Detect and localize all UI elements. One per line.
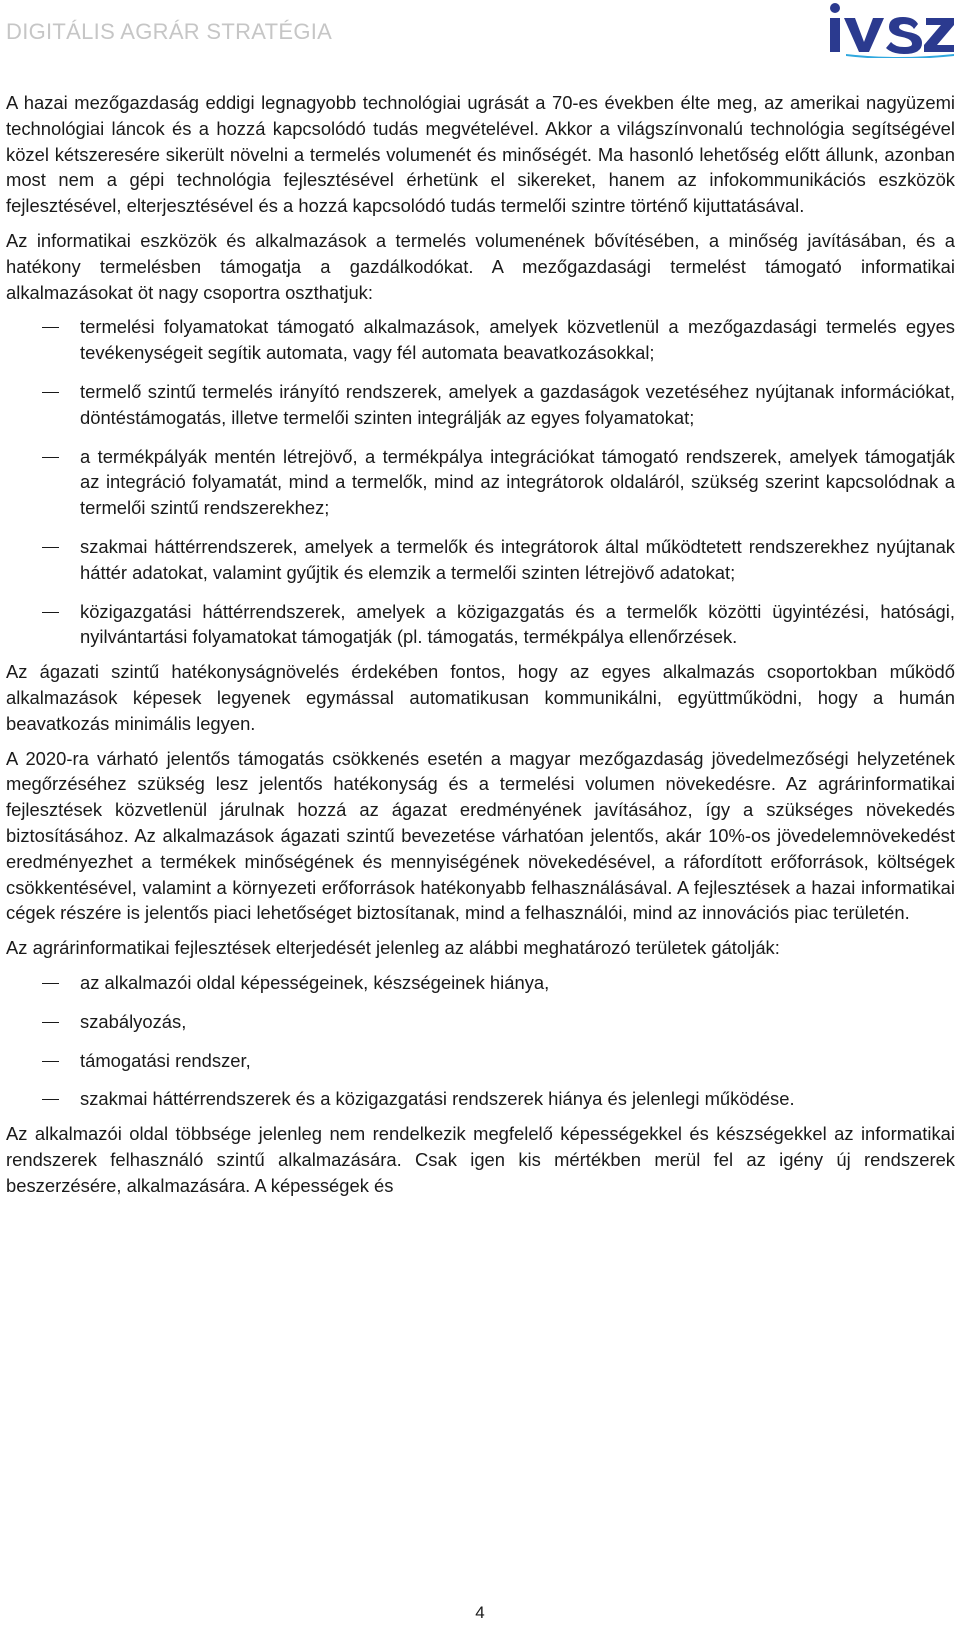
paragraph: Az informatikai eszközök és alkalmazások a termelés volumenének bővítésében, a minőség javításában, és a hatékony termelésben támogatja a gazdálkodókat. A mezőgazdasági termelést támogató informatikai alkalmazásokat öt nagy csoportra oszthatjuk: <box>6 229 955 303</box>
dash-bullet-icon <box>42 547 59 548</box>
dash-bullet-icon <box>42 457 59 458</box>
paragraph: Az alkalmazói oldal többsége jelenleg nem rendelkezik megfelelő képességekkel és készségekkel az informatikai rendszerek felhasználó szintű alkalmazására. Csak igen kis mértékben merül fel az igény új rendszerek beszerzésére, alkalmazására. A képességek és <box>6 1123 955 1196</box>
document-title: DIGITÁLIS AGRÁR STRATÉGIA <box>6 19 333 44</box>
barriers-list <box>6 970 955 1112</box>
list-item-text: szabályozás, <box>80 1010 187 1032</box>
list-item-text: támogatási rendszer, <box>80 1049 251 1071</box>
paragraph: Az ágazati szintű hatékonyságnövelés érdekében fontos, hogy az egyes alkalmazás csoportokban működő alkalmazások képesek legyenek egymással automatikusan kommunikálni, együttműködni, hogy a humán beavatkozás minimális legyen. <box>6 661 955 734</box>
page-number: 4 <box>475 1603 485 1622</box>
list-item-text: az alkalmazói oldal képességeinek, készségeinek hiánya, <box>80 971 550 993</box>
list-item <box>6 1009 955 1035</box>
ivsz-logo-icon <box>826 2 956 58</box>
ivsz-logo <box>826 2 956 58</box>
dash-bullet-icon <box>42 983 59 984</box>
list-item <box>6 379 955 431</box>
list-item <box>6 444 955 521</box>
dash-bullet-icon <box>42 612 59 613</box>
list-item <box>6 599 955 651</box>
list-item-text: a termékpályák mentén létrejövő, a termékpálya integrációkat támogató rendszerek, amelyek támogatják az integráció folyamatát, mind a termelők, mind az integrátorok oldaláról, szükség szerint kapcsolódnak a termelői szintű rendszerekhez; <box>80 445 955 519</box>
dash-bullet-icon <box>42 392 59 393</box>
list-item <box>6 534 955 586</box>
dash-bullet-icon <box>42 327 59 328</box>
list-item <box>6 970 955 996</box>
list-item <box>6 1086 955 1112</box>
list-item-text: szakmai háttérrendszerek, amelyek a termelők és integrátorok által működtetett rendszerekhez nyújtanak háttér adatokat, valamint gyűjtik és elemzik a termelői szinten létrejövő adatokat; <box>80 535 955 583</box>
list-item-text: termelő szintű termelés irányító rendszerek, amelyek a gazdaságok vezetéséhez nyújtanak információkat, döntéstámogatás, illetve termelői szinten integrálják az egyes folyamatokat; <box>80 380 955 428</box>
list-item <box>6 1048 955 1074</box>
list-item-text: közigazgatási háttérrendszerek, amelyek a közigazgatás és a termelők közötti ügyintézési, hatósági, nyilvántartási folyamatokat támogatják (pl. támogatás, termékpálya ellenőrzések. <box>80 600 955 648</box>
dash-bullet-icon <box>42 1099 59 1100</box>
paragraph: A 2020-ra várható jelentős támogatás csökkenés esetén a magyar mezőgazdaság jövedelmezőségi helyzetének megőrzéséhez szükség lesz jelentős hatékonyság és a termelési volumen növekedésre. Az agrárinformatikai fejlesztések közvetlenül járulnak hozzá az ágazat eredményének javításához, így a szükséges növekedés biztosításához. Az alkalmazások ágazati szintű bevezetése várhatóan jelentős, akár 10%-os jövedelemnövekedést eredményezhet a termékek minőségének és mennyiségének növekedésével, a ráfordított erőforrások, költségek csökkentésével, valamint a környezeti erőforrások hatékonyabb felhasználásával. A fejlesztések a hazai informatikai cégek részére is jelentős piaci lehetőséget biztosítanak, mind a felhasználói, mind az innovációs piac területén. <box>6 747 955 924</box>
page-header <box>0 0 960 70</box>
dash-bullet-icon <box>42 1022 59 1023</box>
dash-bullet-icon <box>42 1061 59 1062</box>
document-body <box>6 90 955 1207</box>
list-item <box>6 314 955 366</box>
application-groups-list <box>6 314 955 650</box>
paragraph: Az agrárinformatikai fejlesztések elterjedését jelenleg az alábbi meghatározó területek gátolják: <box>6 937 780 959</box>
list-item-text: szakmai háttérrendszerek és a közigazgatási rendszerek hiánya és jelenlegi működése. <box>80 1088 795 1110</box>
list-item-text: termelési folyamatokat támogató alkalmazások, amelyek közvetlenül a mezőgazdasági termelés egyes tevékenységeit segítik automata, vagy fél automata beavatkozásokkal; <box>80 316 955 364</box>
paragraph: A hazai mezőgazdaság eddigi legnagyobb technológiai ugrását a 70-es években élte meg, az amerikai nagyüzemi technológiai láncok és a hozzá kapcsolódó tudás megvételével. Akkor a világszínvonalú technológia segítségével közel kétszeresére sikerült növelni a termelés volumenét és minőségét. Ma hasonló lehetőség előtt állunk, azonban most nem a gépi technológia fejlesztésével érhetünk el sikereket, hanem az infokommunikációs eszközök fejlesztésével, elterjesztésével és a hozzá kapcsolódó tudás termelői szintre történő kijuttatásával. <box>6 92 955 217</box>
